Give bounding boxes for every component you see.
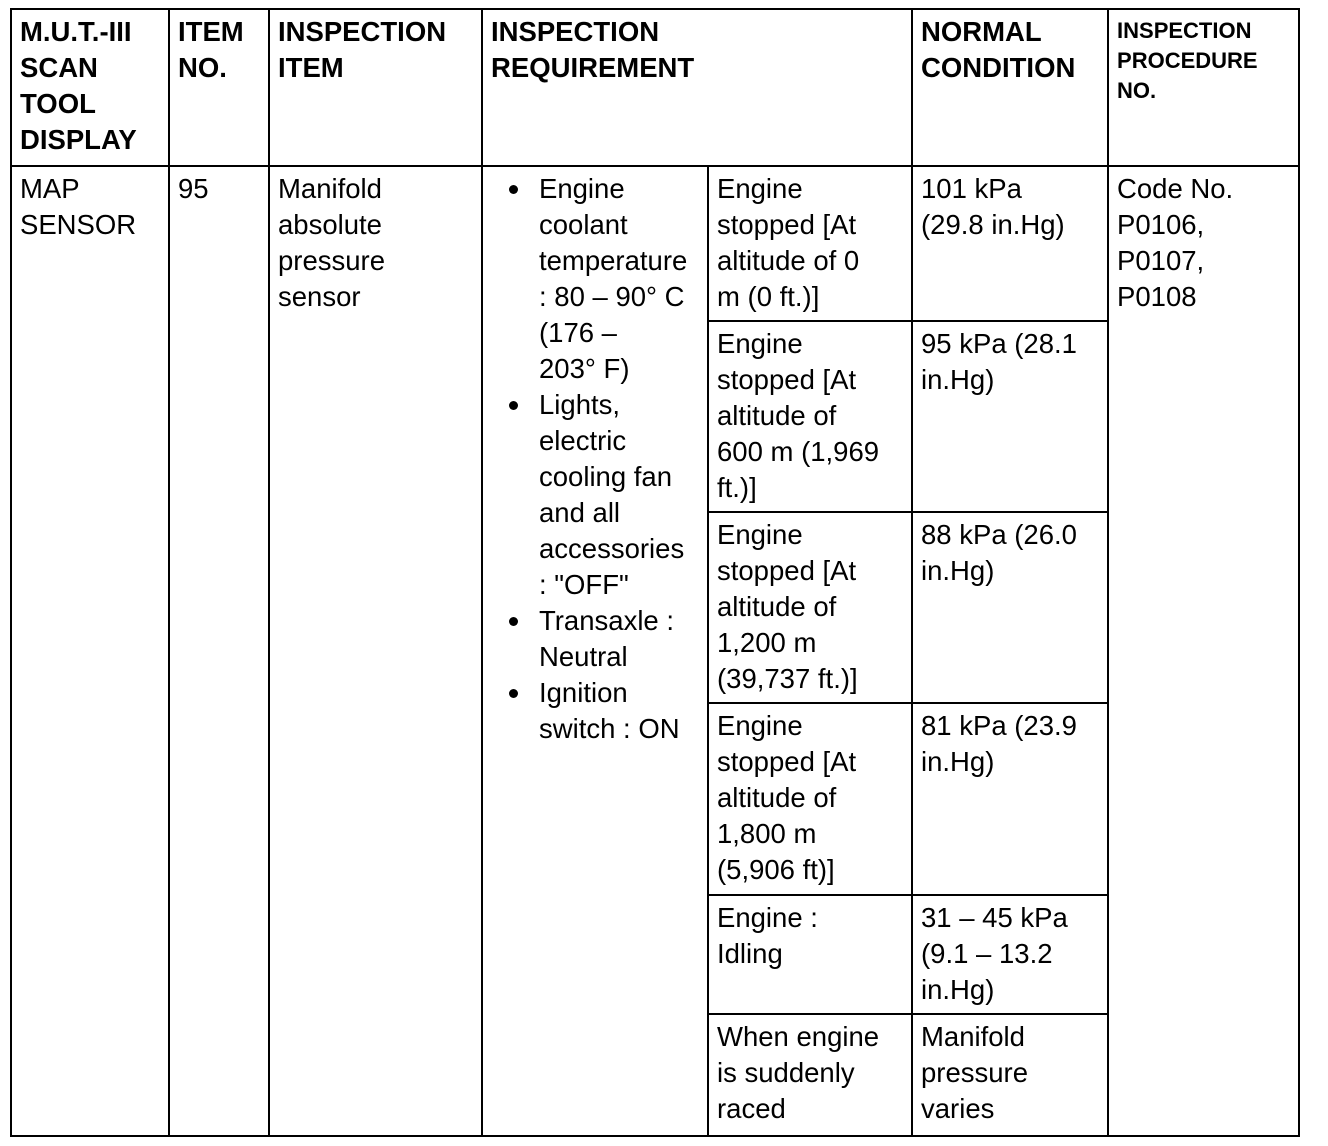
normal-condition-cell: 95 kPa (28.1 in.Hg)	[912, 321, 1108, 512]
condition-requirement-cell: Engine stopped [At altitude of 0 m (0 ft.)]	[708, 166, 912, 321]
procedure-no-cell: Code No. P0106, P0107, P0108	[1108, 166, 1299, 1136]
inspection-item-cell: Manifold absolute pressure sensor	[269, 166, 482, 1136]
normal-condition-cell: 31 – 45 kPa (9.1 – 13.2 in.Hg)	[912, 895, 1108, 1014]
normal-condition-cell: Manifold pressure varies	[912, 1014, 1108, 1136]
header-normal-condition: NORMAL CONDITION	[912, 9, 1108, 166]
condition-requirement-cell: Engine stopped [At altitude of 1,200 m (39,737 ft.)]	[708, 512, 912, 703]
inspection-table	[10, 8, 1300, 1137]
table-row	[11, 166, 1299, 321]
normal-condition-cell: 88 kPa (26.0 in.Hg)	[912, 512, 1108, 703]
list-item: Transaxle : Neutral	[539, 603, 701, 675]
list-item: Lights, electric cooling fan and all accessories : "OFF"	[539, 387, 701, 603]
condition-requirement-cell: When engine is suddenly raced	[708, 1014, 912, 1136]
header-item-no: ITEM NO.	[169, 9, 269, 166]
item-no-cell: 95	[169, 166, 269, 1136]
normal-condition-cell: 101 kPa (29.8 in.Hg)	[912, 166, 1108, 321]
requirement-bullets-cell	[482, 166, 708, 1136]
header-scan-tool-display: M.U.T.-III SCAN TOOL DISPLAY	[11, 9, 169, 166]
condition-requirement-cell: Engine : Idling	[708, 895, 912, 1014]
condition-requirement-cell: Engine stopped [At altitude of 1,800 m (5,906 ft)]	[708, 703, 912, 895]
requirement-list	[491, 171, 701, 747]
header-row	[11, 9, 1299, 166]
condition-requirement-cell: Engine stopped [At altitude of 600 m (1,969 ft.)]	[708, 321, 912, 512]
header-inspection-requirement: INSPECTION REQUIREMENT	[482, 9, 912, 166]
list-item: Engine coolant temperature : 80 – 90° C (176 – 203° F)	[539, 171, 701, 387]
header-inspection-item: INSPECTION ITEM	[269, 9, 482, 166]
normal-condition-cell: 81 kPa (23.9 in.Hg)	[912, 703, 1108, 895]
header-inspection-procedure-no: INSPECTION PROCEDURE NO.	[1108, 9, 1299, 166]
list-item: Ignition switch : ON	[539, 675, 701, 747]
scan-tool-display-cell: MAP SENSOR	[11, 166, 169, 1136]
